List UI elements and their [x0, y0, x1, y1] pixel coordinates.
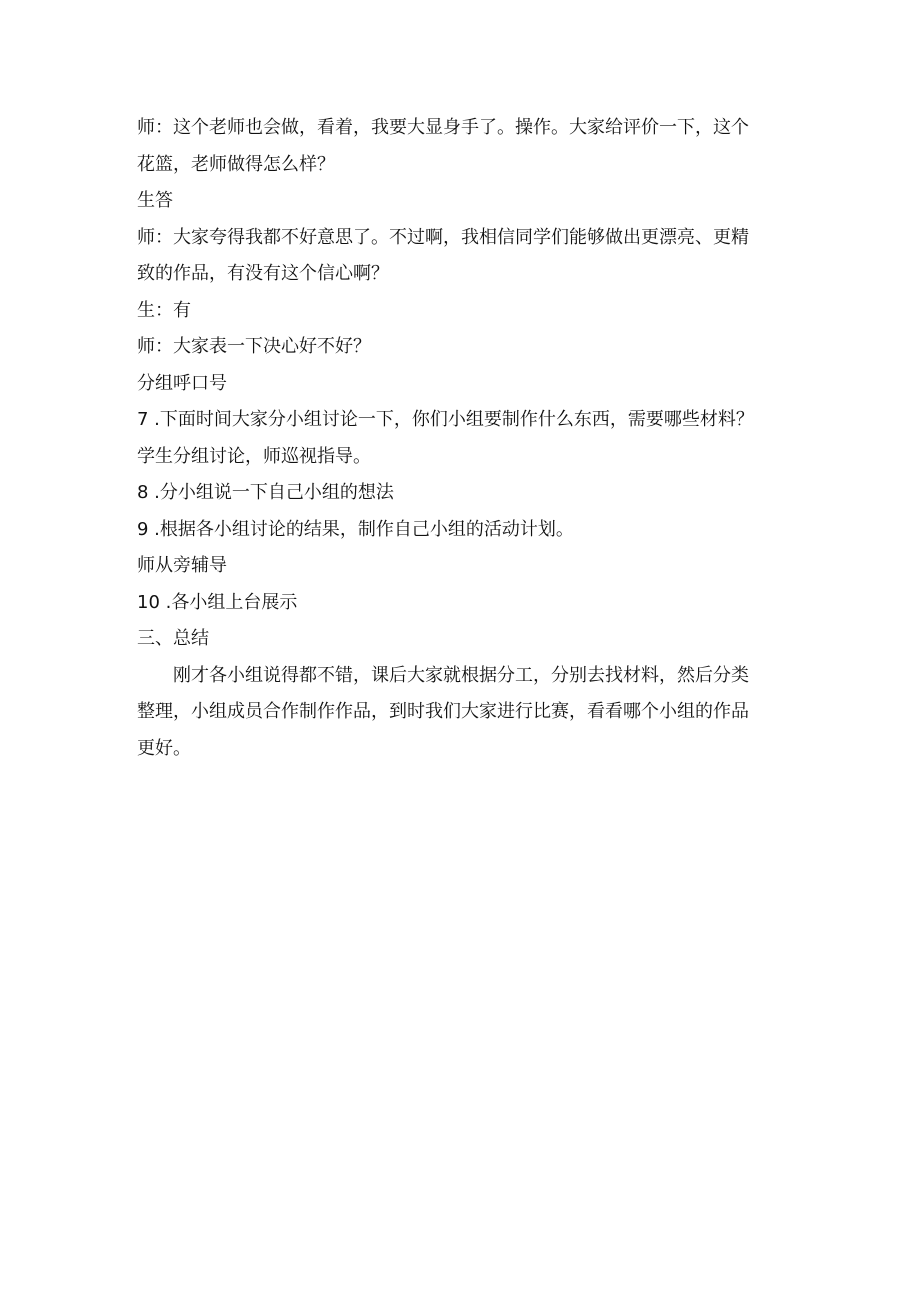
summary-paragraph-line: 更好。 [137, 737, 191, 759]
numbered-step: 8 .分小组说一下自己小组的想法 [137, 482, 394, 503]
document-body [137, 110, 782, 767]
text-line: 生：有 [137, 299, 191, 321]
text-line: 花篮，老师做得怎么样？ [137, 153, 335, 175]
numbered-step: 9 .根据各小组讨论的结果，制作自己小组的活动计划。 [137, 518, 574, 540]
text-line: 师：大家表一下决心好不好？ [137, 336, 371, 357]
numbered-step: 10 .各小组上台展示 [137, 591, 298, 613]
text-line: 致的作品，有没有这个信心啊？ [137, 263, 389, 284]
summary-paragraph-line: 刚才各小组说得都不错，课后大家就根据分工，分别去找材料，然后分类 [173, 664, 749, 686]
text-line: 师从旁辅导 [137, 555, 227, 576]
text-line: 分组呼口号 [137, 372, 227, 394]
text-line: 生答 [137, 190, 173, 211]
text-line: 师：这个老师也会做，看着，我要大显身手了。操作。大家给评价一下，这个 [137, 117, 749, 138]
section-heading: 三、总结 [137, 628, 209, 649]
numbered-step: 7 .下面时间大家分小组讨论一下，你们小组要制作什么东西，需要哪些材料？ [137, 409, 754, 430]
text-line: 学生分组讨论，师巡视指导。 [137, 445, 371, 467]
text-line: 师：大家夸得我都不好意思了。不过啊，我相信同学们能够做出更漂亮、更精 [137, 226, 749, 248]
summary-paragraph-line: 整理，小组成员合作制作作品，到时我们大家进行比赛，看看哪个小组的作品 [137, 701, 749, 722]
